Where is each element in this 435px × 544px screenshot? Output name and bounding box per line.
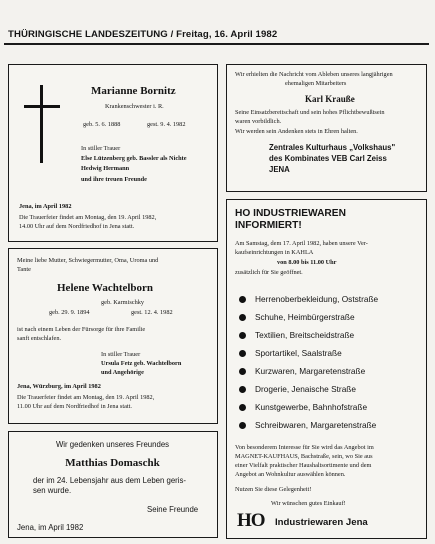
ad-cta: Nutzen Sie diese Gelegenheit! — [235, 486, 312, 493]
text-line: Wir werden sein Andenken stets in Ehren halten. — [235, 128, 358, 135]
bullet-icon — [239, 332, 246, 339]
deceased-title: Krankenschwester i. R. — [105, 103, 164, 110]
org-line: JENA — [269, 165, 290, 174]
store-item: Sportartikel, Saalstraße — [255, 348, 342, 358]
place-date: Jena, im April 1982 — [19, 203, 72, 210]
store-item: Drogerie, Jenaische Straße — [255, 384, 356, 394]
funeral-line: Die Trauerfeier findet am Montag, den 19. April 1982, — [17, 394, 155, 401]
text-line: Wir erhielten die Nachricht vom Ableben unseres langjährigen — [235, 71, 393, 78]
text-line: ist nach einem Leben der Fürsorge für ihre Familie — [17, 326, 146, 333]
ad-intro: kaufseinrichtungen in KAHLA — [235, 249, 314, 256]
birth-date: geb. 29. 9. 1894 — [49, 309, 90, 316]
deceased-name: Helene Wachtelborn — [57, 282, 154, 294]
ad-hours: von 8.00 bis 11.00 Uhr — [277, 259, 337, 266]
org-line: Zentrales Kulturhaus „Volkshaus" — [269, 143, 396, 152]
bullet-icon — [239, 368, 246, 375]
ad-info: Von besonderem Interesse für Sie wird das Angebot im — [235, 444, 374, 451]
death-date: gest. 12. 4. 1982 — [131, 309, 173, 316]
bullet-icon — [239, 350, 246, 357]
text-line: waren vorbildlich. — [235, 118, 282, 125]
intro-line: Wir gedenken unseres Freundes — [55, 440, 170, 449]
store-item: Herrenoberbekleidung, Oststraße — [255, 294, 379, 304]
bullet-icon — [239, 422, 246, 429]
place-date: Jena, Würzburg, im April 1982 — [17, 383, 101, 390]
cross-icon — [40, 85, 43, 163]
bullet-icon — [239, 314, 246, 321]
ad-headline: INFORMIERT! — [235, 220, 302, 231]
death-date: gest. 9. 4. 1982 — [147, 121, 186, 128]
ad-info: MAGNET-KAUFHAUS, Bachstraße, sein, wo Sie aus — [235, 453, 373, 460]
org-line: des Kombinates VEB Carl Zeiss — [269, 154, 387, 163]
obituary-wachtelborn — [8, 248, 218, 424]
newspaper-header — [8, 29, 277, 40]
bullet-icon — [239, 404, 246, 411]
maiden-name: geb. Karmischky — [101, 299, 145, 306]
signed-by: Seine Freunde — [147, 505, 199, 514]
ad-cta: Wir wünschen gutes Einkauf! — [271, 500, 346, 507]
text-line: Seine Einsatzbereitschaft und sein hohes Pflichtbewußtsein — [235, 109, 385, 116]
store-item: Kunstgewerbe, Bahnhofstraße — [255, 402, 368, 412]
ho-logo: HO — [237, 510, 265, 531]
ad-info: einer Vielfalt praktischer Haushaltsortimente und dem — [235, 462, 372, 469]
mourning-line: Ursula Fetz geb. Wachtelborn — [101, 360, 182, 367]
funeral-line: 14.00 Uhr auf dem Nordfriedhof in Jena statt. — [19, 223, 135, 230]
deceased-name: Marianne Bornitz — [91, 85, 176, 97]
newspaper-title: THÜRINGISCHE LANDESZEITUNG — [8, 29, 168, 40]
funeral-line: Die Trauerfeier findet am Montag, den 19. April 1982, — [19, 214, 157, 221]
ad-brand: Industriewaren Jena — [275, 517, 368, 528]
mourning-line: und ihre treuen Freunde — [81, 176, 147, 183]
store-item: Schuhe, Heimbürgerstraße — [255, 312, 355, 322]
cross-icon-bar — [24, 105, 60, 108]
store-item: Schreibwaren, Margaretenstraße — [255, 420, 377, 430]
ad-headline: HO INDUSTRIEWAREN — [235, 208, 346, 219]
memorial-domaschk — [8, 431, 218, 538]
text-line: ehemaligen Mitarbeiters — [285, 80, 347, 87]
birth-date: geb. 5. 6. 1888 — [83, 121, 121, 128]
deceased-name: Karl Krauße — [305, 94, 355, 104]
obituary-krausse — [226, 64, 427, 192]
mourning-line: In stiller Trauer — [101, 351, 141, 358]
store-item: Textilien, Breitscheidstraße — [255, 330, 355, 340]
ad-info: Angebot an Wohnkultur auswählen können. — [235, 471, 346, 478]
intro-line: Meine liebe Mutter, Schwiegermutter, Oma, Uroma und — [17, 257, 159, 264]
bullet-icon — [239, 386, 246, 393]
text-line: sen wurde. — [33, 486, 72, 495]
bullet-icon — [239, 296, 246, 303]
text-line: der im 24. Lebensjahr aus dem Leben geris- — [33, 476, 186, 485]
newspaper-date: / Freitag, 16. April 1982 — [170, 29, 278, 40]
deceased-name: Matthias Domaschk — [65, 457, 160, 469]
obituary-bornitz — [8, 64, 218, 242]
ad-intro: Am Samstag, dem 17. April 1982, haben unsere Ver- — [235, 240, 368, 247]
ad-after: zusätzlich für Sie geöffnet. — [235, 269, 303, 276]
mourning-line: und Angehörige — [101, 369, 144, 376]
intro-line: Tante — [17, 266, 31, 273]
funeral-line: 11.00 Uhr auf dem Nordfriedhof in Jena statt. — [17, 403, 133, 410]
mourning-line: In stiller Trauer — [81, 145, 121, 152]
place-date: Jena, im April 1982 — [17, 523, 84, 532]
store-item: Kurzwaren, Margaretenstraße — [255, 366, 366, 376]
header-rule — [4, 43, 429, 45]
mourning-line: Else Lützenberg geb. Bassler als Nichte — [81, 155, 187, 162]
ho-advertisement — [226, 199, 427, 539]
text-line: sanft entschlafen. — [17, 335, 62, 342]
mourning-line: Hedwig Hermann — [81, 165, 130, 172]
